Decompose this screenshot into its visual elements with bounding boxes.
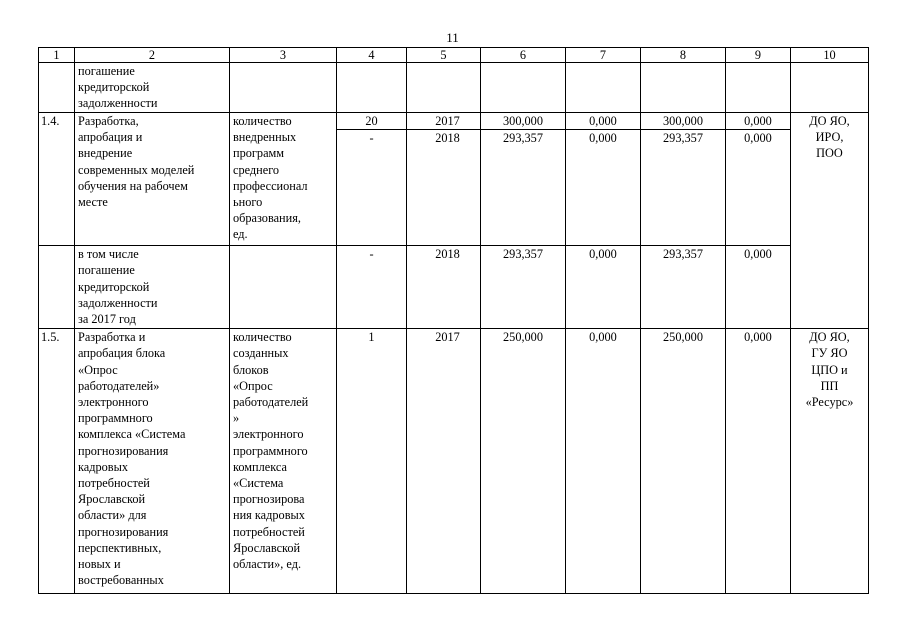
cell-year: 2017 [407,113,481,130]
cell-year [407,63,481,113]
cell-executor [791,246,869,329]
cell-other: 0,000 [726,329,791,594]
cell-num [39,63,75,113]
cell-indicator [230,246,337,329]
col-header-6: 6 [481,48,566,63]
cell-executor [791,63,869,113]
cell-qty [337,63,407,113]
cell-reg [641,63,726,113]
cell-fed: 0,000 [566,329,641,594]
col-header-5: 5 [407,48,481,63]
cell-fed: 0,000 [566,113,641,130]
cell-name: Разработка, апробация и внедрение современных моделей обучения на рабочем месте [75,113,230,246]
col-header-7: 7 [566,48,641,63]
header-row [39,48,869,63]
table-row [39,63,869,113]
cell-indicator: количество созданных блоков «Опрос работодателей » электронного программного комплекса «Система прогнозирова ния кадровых потребностей Ярославской области», ед. [230,329,337,594]
col-header-9: 9 [726,48,791,63]
page-number: 11 [446,30,459,45]
cell-qty: 1 [337,329,407,594]
cell-fed: 0,000 [566,246,641,329]
cell-qty: - [337,130,407,246]
cell-total: 293,357 [481,130,566,246]
cell-year: 2017 [407,329,481,594]
cell-year: 2018 [407,246,481,329]
cell-indicator: количество внедренных программ среднего профессионал ьного образования, ед. [230,113,337,246]
table-row [39,329,869,594]
cell-total: 300,000 [481,113,566,130]
col-header-10: 10 [791,48,869,63]
col-header-2: 2 [75,48,230,63]
cell-total [481,63,566,113]
col-header-3: 3 [230,48,337,63]
cell-reg: 293,357 [641,130,726,246]
cell-indicator [230,63,337,113]
cell-qty: 20 [337,113,407,130]
cell-num: 1.5. [39,329,75,594]
cell-reg: 250,000 [641,329,726,594]
cell-other: 0,000 [726,130,791,246]
col-header-4: 4 [337,48,407,63]
cell-num [39,246,75,329]
cell-total: 250,000 [481,329,566,594]
cell-executor: ДО ЯО, ИРО, ПОО [791,113,869,246]
cell-name: в том числе погашение кредиторской задолженности за 2017 год [75,246,230,329]
cell-fed [566,63,641,113]
cell-num: 1.4. [39,113,75,246]
table-row [39,113,869,130]
cell-reg: 300,000 [641,113,726,130]
col-header-8: 8 [641,48,726,63]
cell-year: 2018 [407,130,481,246]
cell-total: 293,357 [481,246,566,329]
cell-executor: ДО ЯО, ГУ ЯО ЦПО и ПП «Ресурс» [791,329,869,594]
cell-fed: 0,000 [566,130,641,246]
cell-qty: - [337,246,407,329]
cell-other: 0,000 [726,113,791,130]
table-row [39,246,869,329]
cell-name: Разработка и апробация блока «Опрос работодателей» электронного программного комплекса «Система прогнозирования кадровых потребностей Ярославской области» для прогнозирования перспективных, новых и востребованных [75,329,230,594]
cell-reg: 293,357 [641,246,726,329]
cell-other: 0,000 [726,246,791,329]
cell-name: погашение кредиторской задолженности [75,63,230,113]
col-header-1: 1 [39,48,75,63]
cell-other [726,63,791,113]
program-table [38,47,869,594]
